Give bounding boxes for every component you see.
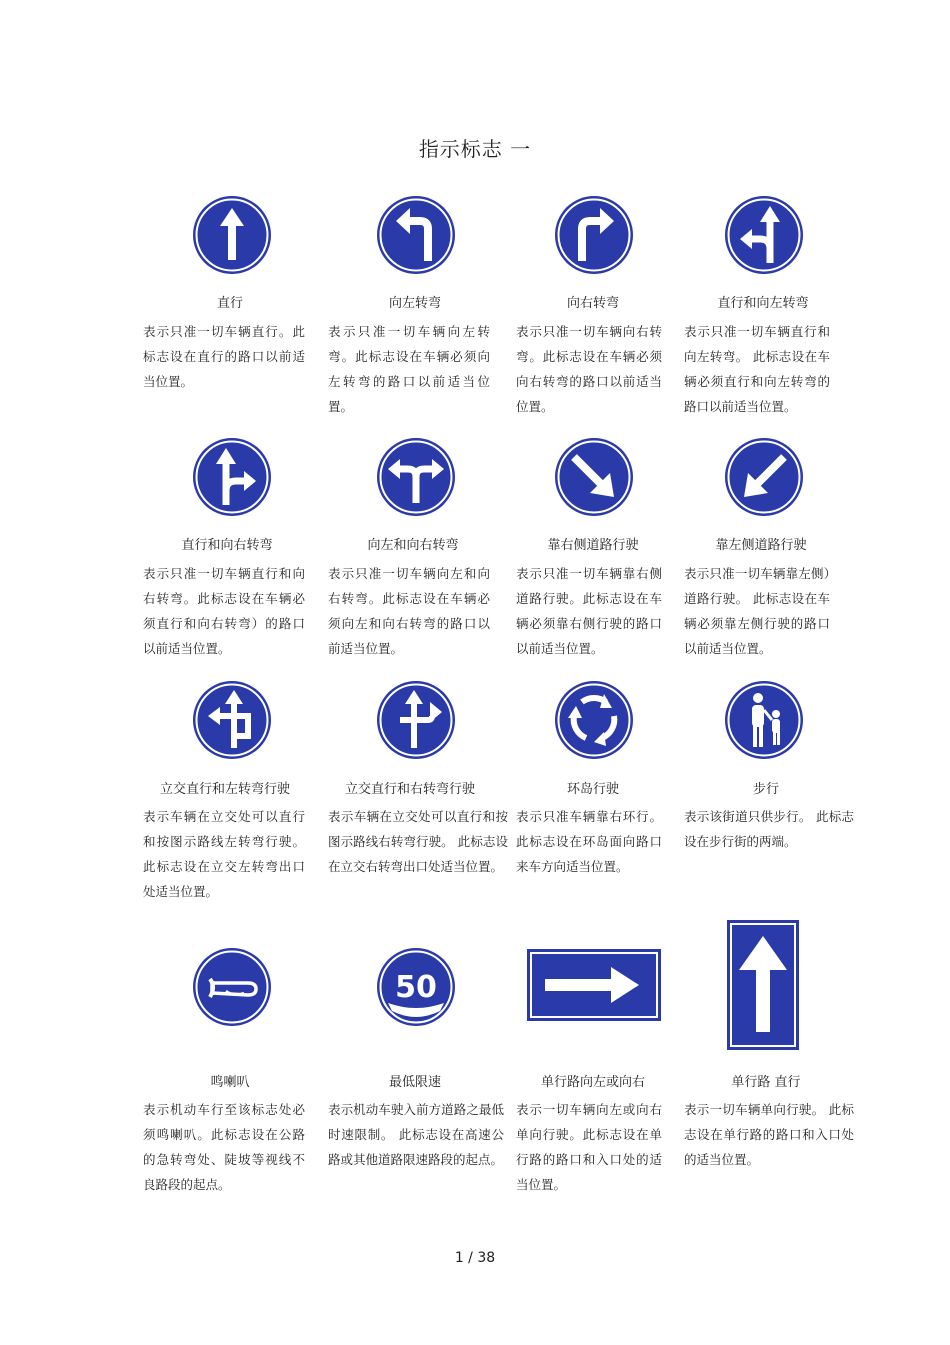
minimum-speed-icon — [376, 947, 456, 1027]
overpass-straight-right-icon — [376, 680, 456, 760]
left-or-right-arrow-icon — [376, 437, 456, 517]
sign-name: 直行和向左转弯 — [717, 296, 809, 311]
sign-description: 表示只准一切车辆靠左侧）道路行驶。 此标志设在车辆必须靠左侧行驶的路口以前适当位置。 — [684, 566, 830, 656]
overpass-straight-left-icon — [192, 680, 272, 760]
sign-name: 直行和向右转弯 — [181, 538, 273, 553]
sign-description: 表示机动车行至该标志处必须鸣喇叭。此标志设在公路的急转弯处、陡坡等视线不良路段的起点。 — [143, 1102, 305, 1192]
sign-description: 表示只准一切车辆向右转弯。此标志设在车辆必须向右转弯的路口以前适当位置。 — [516, 324, 662, 414]
sign-name: 向左和向右转弯 — [367, 538, 459, 553]
sign-name: 靠右侧道路行驶 — [547, 538, 639, 553]
horn-icon — [192, 947, 272, 1027]
sign-description: 表示机动车驶入前方道路之最低时速限制。 此标志设在高速公路或其他道路限速路段的起点。 — [328, 1102, 504, 1167]
sign-description: 表示该街道只供步行。 此标志设在步行街的两端。 — [684, 809, 854, 849]
minimum-speed-value: 50 — [395, 970, 437, 1005]
sign-name: 向右转弯 — [566, 296, 619, 311]
sign-description: 表示只准一切车辆靠右侧道路行驶。此标志设在车辆必须靠右侧行驶的路口以前适当位置。 — [516, 566, 662, 656]
sign-description: 表示只准一切车辆向左和向右转弯。此标志设在车辆必须向左和向右转弯的路口以前适当位置。 — [328, 566, 490, 656]
sign-name: 向左转弯 — [388, 296, 441, 311]
sign-description: 表示只准车辆靠右环行。 此标志设在环岛面向路口来车方向适当位置。 — [516, 809, 662, 874]
page-title: 指示标志 一 — [418, 137, 532, 161]
one-way-right-arrow-icon — [527, 949, 661, 1021]
sign-name: 步行 — [752, 782, 779, 797]
sign-description: 表示一切车辆向左或向右单向行驶。此标志设在单行路的路口和入口处的适当位置。 — [516, 1102, 662, 1192]
turn-right-arrow-icon — [554, 195, 634, 275]
sign-name: 靠左侧道路行驶 — [715, 538, 807, 553]
sign-name: 最低限速 — [388, 1075, 441, 1090]
keep-left-arrow-icon — [724, 437, 804, 517]
page-number: 1 / 38 — [454, 1250, 496, 1266]
turn-left-arrow-icon — [376, 195, 456, 275]
one-way-straight-arrow-icon — [727, 920, 799, 1050]
sign-description: 表示只准一切车辆直行和向左转弯。 此标志设在车辆必须直行和向左转弯的路口以前适当位置。 — [684, 324, 830, 414]
keep-right-arrow-icon — [554, 437, 634, 517]
sign-description: 表示车辆在立交处可以直行和按图示路线右转弯行驶。 此标志设在立交右转弯出口处适当位置。 — [328, 809, 508, 874]
roundabout-icon — [554, 680, 634, 760]
sign-description: 表示只准一切车辆直行。此标志设在直行的路口以前适当位置。 — [143, 324, 305, 389]
sign-name: 单行路 直行 — [731, 1075, 801, 1090]
straight-arrow-icon — [192, 195, 272, 275]
pedestrian-icon — [724, 680, 804, 760]
sign-name: 立交直行和左转弯行驶 — [159, 782, 290, 797]
sign-name: 环岛行驶 — [566, 782, 619, 797]
sign-description: 表示一切车辆单向行驶。 此标志设在单行路的路口和入口处的适当位置。 — [684, 1102, 854, 1167]
sign-name: 单行路向左或向右 — [540, 1075, 645, 1090]
sign-name: 鸣喇叭 — [210, 1075, 250, 1090]
straight-or-right-arrow-icon — [192, 437, 272, 517]
sign-description: 表示只准一切车辆向左转弯。此标志设在车辆必须向左转弯的路口以前适当位置。 — [328, 324, 490, 414]
sign-description: 表示只准一切车辆直行和向右转弯。此标志设在车辆必须直行和向右转弯）的路口以前适当位置。 — [143, 566, 305, 656]
sign-name: 直行 — [216, 296, 243, 311]
sign-name: 立交直行和右转弯行驶 — [344, 782, 475, 797]
sign-description: 表示车辆在立交处可以直行和按图示路线左转弯行驶。此标志设在立交左转弯出口处适当位置。 — [143, 809, 305, 899]
straight-or-left-arrow-icon — [724, 195, 804, 275]
